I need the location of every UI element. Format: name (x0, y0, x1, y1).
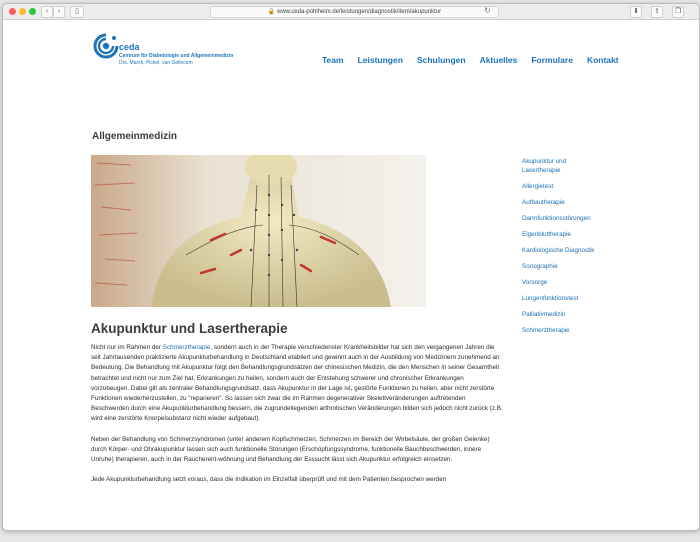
nav-schulungen[interactable]: Schulungen (416, 55, 466, 65)
forward-icon[interactable]: › (53, 6, 65, 18)
nav-formulare[interactable]: Formulare (531, 55, 573, 65)
sidebar-item-akupunktur[interactable]: Akupunktur und Lasertherapie (522, 158, 567, 174)
sidebar-nav (522, 157, 622, 342)
web-page (3, 20, 699, 530)
sidebar-item-vorsorge[interactable]: Vorsorge (522, 279, 548, 286)
paragraph: Neben der Behandlung von Schmerzsyndromen (unter anderem Kopfschmerzen, Schmerzen im Bereich der Wirbelsäule, der großen Gelenke) durch Körper- und Ohrakupunktur lassen sich auch funktionelle Störungen (Erschöpfungssyndrome, funktionelle Bauchbeschwerden, innere Unruhe) therapieren, auch in der Raucherent-wöhnung und Behandlung der Esssucht lässt sich Akupunktur erfolgreich einsetzen. (91, 435, 490, 464)
nav-aktuelles[interactable]: Aktuelles (479, 55, 518, 65)
hero-image (91, 155, 426, 307)
lock-icon: 🔒 (267, 9, 276, 15)
reload-icon[interactable]: ↻ (484, 6, 491, 15)
download-icon[interactable]: ⬇ (630, 6, 642, 18)
minimize-window-button[interactable] (19, 8, 26, 15)
share-icon[interactable]: ⇪ (651, 6, 663, 18)
brand-doctors: Drs. Marck, Pickel, van Gellecom (119, 60, 193, 66)
page-title: Akupunktur und Lasertherapie (91, 321, 288, 336)
sidebar-item-aufbautherapie[interactable]: Aufbautherapie (522, 199, 565, 206)
paragraph-text: Nicht nur im Rahmen der (91, 344, 163, 351)
sidebar-item-sonographie[interactable]: Sonographie (522, 263, 558, 270)
nav-team[interactable]: Team (322, 55, 344, 65)
schmerztherapie-link[interactable]: Schmerztherapie (162, 344, 211, 351)
close-window-button[interactable] (9, 8, 16, 15)
sidebar-item-palliativ[interactable]: Palliativmedizin (522, 311, 566, 318)
brand-name: ceda (119, 42, 140, 52)
sidebar-item-darmfunktion[interactable]: Darmfunktionsstörungen (522, 215, 591, 222)
section-heading: Allgemeinmedizin (92, 131, 178, 142)
nav-kontakt[interactable]: Kontakt (586, 55, 619, 65)
url-text: www.ceda-pohlheim.de/leistungen/diagnostik/item/akupunktur (277, 9, 442, 15)
address-bar[interactable] (210, 6, 499, 18)
main-nav (322, 55, 619, 65)
paragraph: Jede Akupunkturbehandlung setzt voraus, dass die Indikation im Einzelfall überprüft und mit dem Patienten besprochen werden (91, 476, 447, 484)
site-logo[interactable] (92, 32, 252, 72)
paragraph-text: , sondern auch in der Therapie verschiedenster Krankheitsbilder hat sich den vergangenen Jahren die seit Jahrtausenden praktizierte Akupunkturbehandlung in Deutschland etabliert und gewinnt auch in der Ausbildung von Medizinern zunehmend an Bedeutung. Die Behandlung mit Akupunktur folgt den Behandlungsgrundsätzen der chinesischen Medizin, die den Menschen in seiner Gesamtheit betrachtet und nicht nur zum Ziel hat, Erkrankungen zu heilen, sondern auch der Entstehung schwerer und chronischer Erkrankungen vorzubeugen. Dabei gilt als zentraler Behandlungsgrundsatz, dass Akupunktur in der Lage ist, gestörte Funktionen zu heilen, aber nicht zerstörte Funktionen wiederherzustellen, zu "reparieren". So lassen sich zwar die im Rahmen degenerativer Skelettveränderungen auftretenden Beschwerden durch eine Akupunkturbehandlung bessern, die zugrundeliegenden arthrotischen Veränderungen bilden sich jedoch nicht zurück (z.B. wird eine zerstörte Knorpelsubstanz nicht wieder aufgebaut). (91, 344, 503, 423)
sidebar-item-eigenblut[interactable]: Eigenbluttherapie (522, 231, 572, 238)
browser-window (2, 3, 700, 531)
logo-icon (92, 32, 120, 60)
brand-subtitle: Centrum für Diabetologie und Allgemeinmedizin (119, 53, 234, 59)
tabs-icon[interactable]: ❐ (672, 6, 684, 18)
browser-toolbar (3, 4, 699, 20)
sidebar-item-schmerztherapie[interactable]: Schmerztherapie (522, 327, 570, 334)
sidebar-item-lungenfunktion[interactable]: Lungenfunktionstest (522, 295, 579, 302)
article-body (91, 343, 503, 495)
sidebar-toggle-icon[interactable]: ▯ (70, 6, 84, 18)
paragraph (91, 343, 503, 425)
back-icon[interactable]: ‹ (41, 6, 53, 18)
maximize-window-button[interactable] (29, 8, 36, 15)
sidebar-item-kardiologie[interactable]: Kardiologische Diagnostik (522, 247, 595, 254)
sidebar-item-allergietest[interactable]: Allergietest (522, 183, 554, 190)
nav-leistungen[interactable]: Leistungen (357, 55, 403, 65)
